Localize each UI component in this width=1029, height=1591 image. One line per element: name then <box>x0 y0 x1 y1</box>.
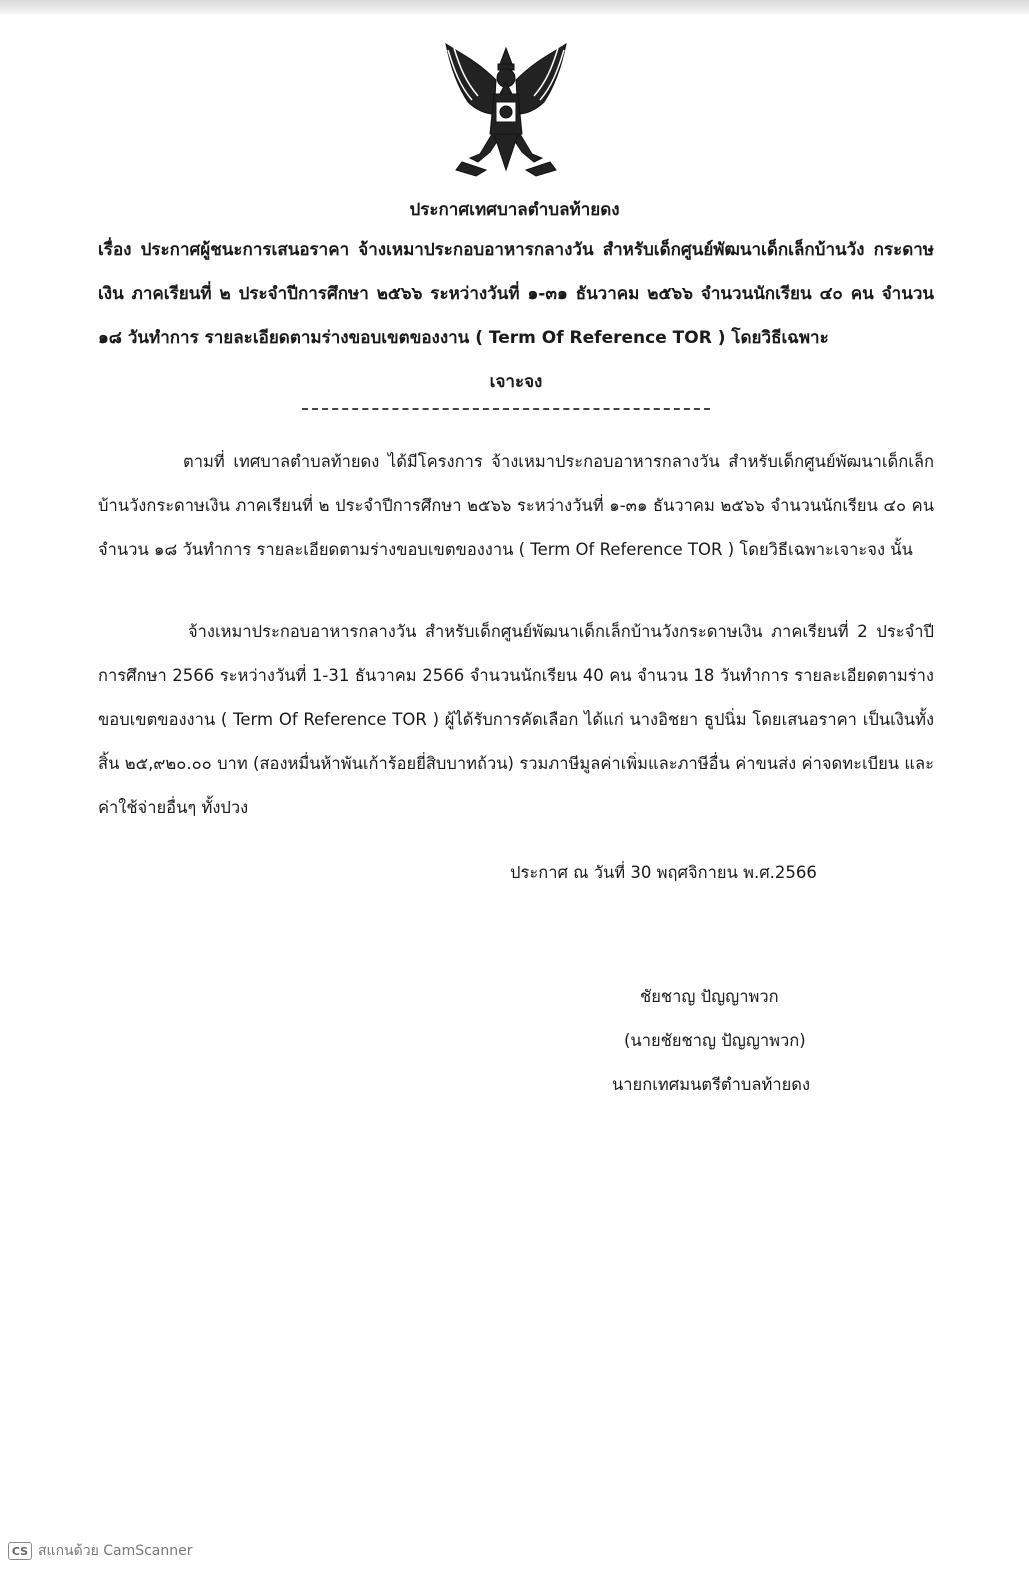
signatory-full-name: (นายชัยชาญ ปัญญาพวก) <box>624 1031 806 1050</box>
camscanner-logo-icon: CS <box>8 1542 32 1560</box>
document-subject <box>98 228 934 404</box>
subject-line: เจาะจง <box>489 372 543 392</box>
paragraph-award: จ้างเหมาประกอบอาหารกลางวัน สำหรับเด็กศูนย์พัฒนาเด็กเล็กบ้านวังกระดาษเงิน ภาคเรียนที่ 2 ประจำปีการศึกษา 2566 ระหว่างวันที่ 1-31 ธันวาคม 2566 จำนวนนักเรียน 40 คน จำนวน 18 วันทำการ รายละเอียดตามร่างขอบเขตของงาน ( Term Of Reference TOR ) ผู้ได้รับการคัดเลือก ได้แก่ นางอิชยา ธูปนิ่ม โดยเสนอราคา เป็นเงินทั้งสิ้น ๒๕,๙๒๐.๐๐ บาท (สองหมื่นห้าพันเก้าร้อยยี่สิบบาทถ้วน) รวมภาษีมูลค่าเพิ่มและภาษีอื่น ค่าขนส่ง ค่าจดทะเบียน และค่าใช้จ่ายอื่นๆ ทั้งปวง <box>98 622 934 817</box>
divider <box>302 408 710 410</box>
subject-line: เรื่อง ประกาศผู้ชนะการเสนอราคา จ้างเหมาประกอบอาหารกลางวัน สำหรับเด็กศูนย์พัฒนาเด็กเล็กบ้านวัง <box>98 240 865 260</box>
subject-line: กระดาษเงิน ภาคเรียนที่ ๒ ประจำปีการศึกษา ๒๕๖๖ ระหว่างวันที่ ๑-๓๑ ธันวาคม ๒๕๖๖ จำนวนนักเรียน ๔๐ <box>98 240 934 304</box>
document-title: ประกาศเทศบาลตำบลท้ายดง <box>409 200 620 220</box>
announce-date: ประกาศ ณ วันที่ 30 พฤศจิกายน พ.ศ.2566 <box>510 863 817 882</box>
signatory-position: นายกเทศมนตรีตำบลท้ายดง <box>612 1075 811 1094</box>
subject-line: คน จำนวน ๑๘ วันทำการ รายละเอียดตามร่างขอบเขตของงาน ( Term Of Reference TOR ) โดยวิธีเฉพาะ <box>98 284 934 348</box>
signature-name: ชัยชาญ ปัญญาพวก <box>640 987 779 1006</box>
scanner-watermark <box>8 1540 193 1562</box>
scan-edge <box>0 0 1029 14</box>
paragraph-background: ตามที่ เทศบาลตำบลท้ายดง ได้มีโครงการ จ้างเหมาประกอบอาหารกลางวัน สำหรับเด็กศูนย์พัฒนาเด็กเล็กบ้านวังกระดาษเงิน ภาคเรียนที่ ๒ ประจำปีการศึกษา ๒๕๖๖ ระหว่างวันที่ ๑-๓๑ ธันวาคม ๒๕๖๖ จำนวนนักเรียน ๔๐ คน จำนวน ๑๘ วันทำการ รายละเอียดตามร่างขอบเขตของงาน ( Term Of Reference TOR ) โดยวิธีเฉพาะเจาะจง นั้น <box>98 452 934 559</box>
watermark-text: สแกนด้วย CamScanner <box>38 1543 193 1559</box>
garuda-emblem-icon <box>436 30 576 180</box>
